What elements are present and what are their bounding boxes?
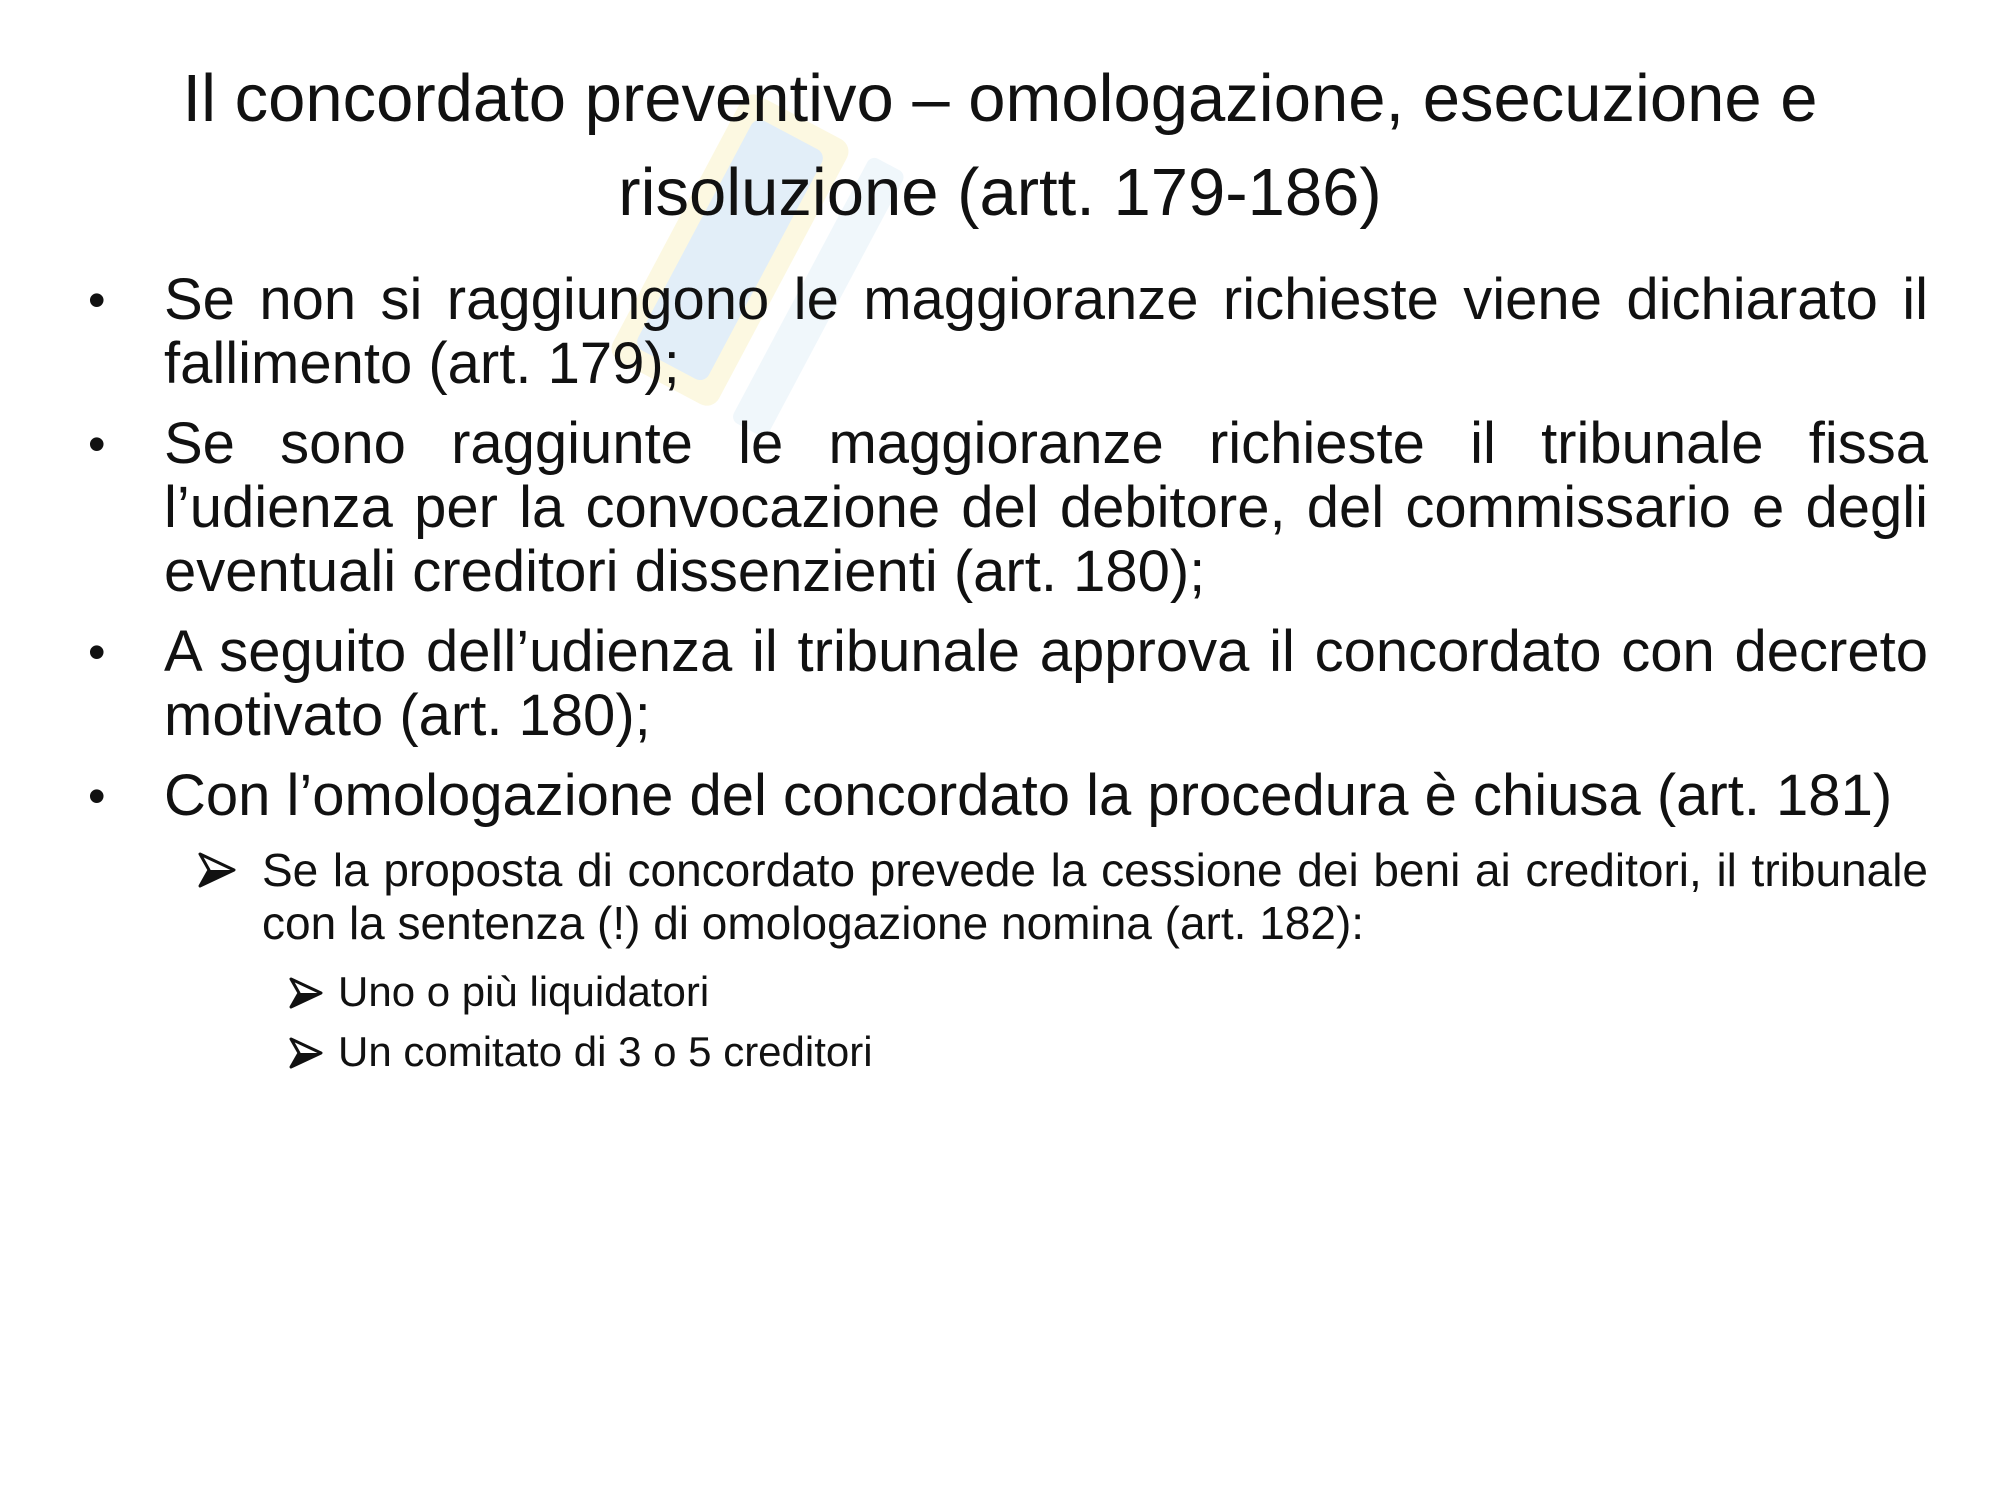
bullet-item <box>80 268 1928 396</box>
sub-bullet-item <box>196 844 1928 950</box>
sub-sub-bullet-text: Uno o più liquidatori <box>338 968 710 1015</box>
arrow-bullet-icon <box>288 962 326 1022</box>
sub-sub-bullet-item <box>288 1022 1928 1082</box>
bullet-item <box>80 764 1928 828</box>
bullet-item <box>80 620 1928 748</box>
bullet-marker: • <box>88 768 106 824</box>
bullet-text: Con l’omologazione del concordato la procedura è chiusa (art. 181) <box>164 763 1893 828</box>
bullet-marker: • <box>88 416 106 472</box>
sub-bullet-text: Se la proposta di concordato prevede la cessione dei beni ai creditori, il tribunale con la sentenza (!) di omologazione nomina (art. 182): <box>262 844 1928 949</box>
sub-sub-bullet-item <box>288 962 1928 1022</box>
bullet-marker: • <box>88 272 106 328</box>
arrow-bullet-icon <box>288 1022 326 1082</box>
bullet-text: A seguito dell’udienza il tribunale approva il concordato con decreto motivato (art. 180); <box>164 619 1928 748</box>
bullet-text: Se non si raggiungono le maggioranze richieste viene dichiarato il fallimento (art. 179); <box>164 267 1928 396</box>
arrow-bullet-icon <box>196 844 240 897</box>
slide-title: Il concordato preventivo – omologazione, esecuzione e risoluzione (artt. 179-186) <box>182 61 1818 230</box>
bullet-item <box>80 412 1928 604</box>
bullet-text: Se sono raggiunte le maggioranze richieste il tribunale fissa l’udienza per la convocazione del debitore, del commissario e degli eventuali creditori dissenzienti (art. 180); <box>164 411 1928 604</box>
sub-sub-bullet-text: Un comitato di 3 o 5 creditori <box>338 1028 873 1075</box>
bullet-marker: • <box>88 624 106 680</box>
slide-content <box>80 268 1928 1082</box>
